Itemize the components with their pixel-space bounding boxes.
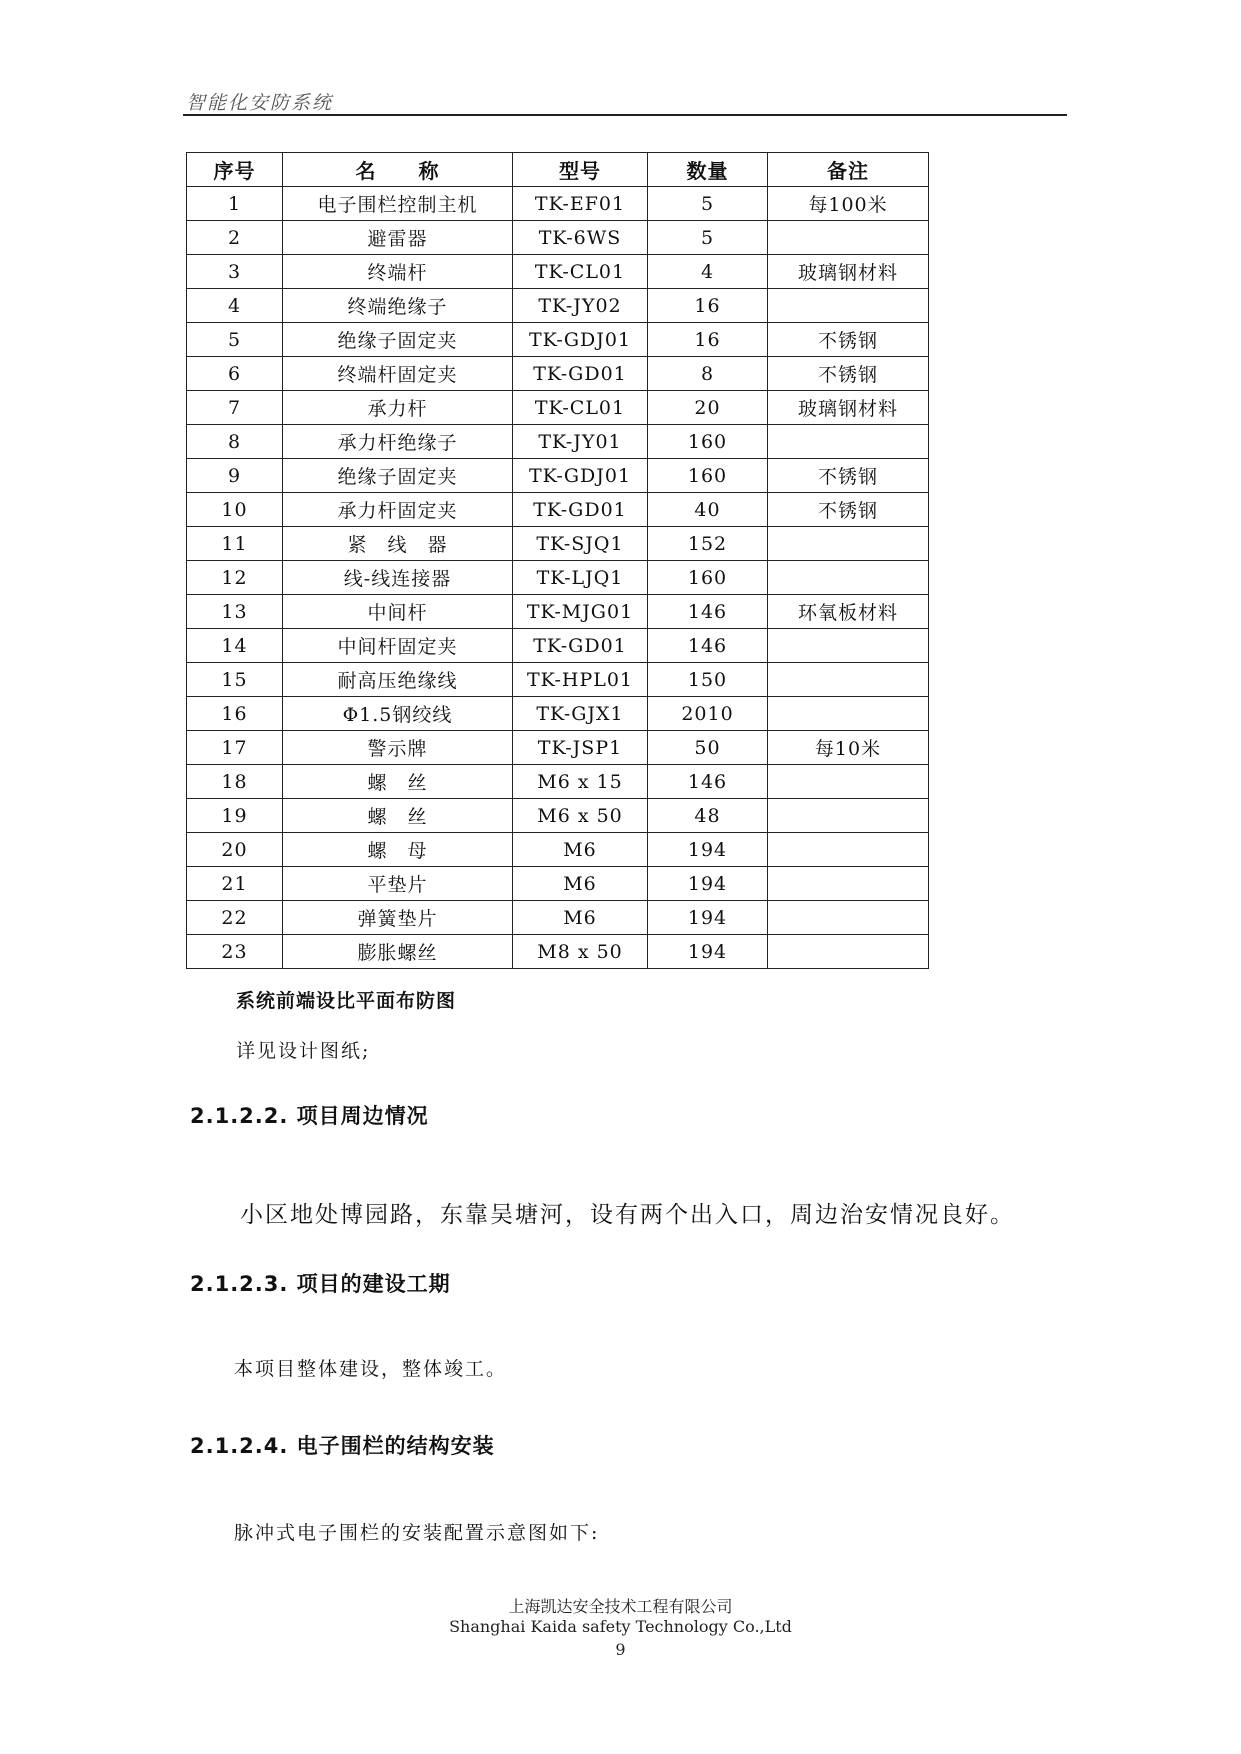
table-cell-index: 9 [187, 459, 283, 493]
table-cell-remark [768, 799, 929, 833]
table-cell-model: TK-GD01 [513, 629, 648, 663]
table-cell-quantity: 20 [648, 391, 768, 425]
table-cell-name: Φ1.5钢绞线 [283, 697, 513, 731]
table-cell-quantity: 5 [648, 187, 768, 221]
table-cell-remark [768, 765, 929, 799]
table-cell-index: 10 [187, 493, 283, 527]
table-cell-index: 21 [187, 867, 283, 901]
section-text-surroundings: 小区地处博园路，东靠吴塘河，设有两个出入口，周边治安情况良好。 [240, 1202, 1015, 1228]
table-cell-remark: 每10米 [768, 731, 929, 765]
table-cell-quantity: 194 [648, 935, 768, 969]
table-cell-quantity: 160 [648, 459, 768, 493]
table-cell-model: TK-HPL01 [513, 663, 648, 697]
table-row [187, 255, 929, 289]
table-cell-index: 12 [187, 561, 283, 595]
footer-company-en: Shanghai Kaida safety Technology Co.,Ltd [449, 1617, 792, 1636]
table-cell-remark: 环氧板材料 [768, 595, 929, 629]
table-cell-quantity: 48 [648, 799, 768, 833]
table-cell-remark [768, 527, 929, 561]
table-cell-quantity: 40 [648, 493, 768, 527]
table-cell-index: 22 [187, 901, 283, 935]
table-cell-index: 19 [187, 799, 283, 833]
table-cell-remark [768, 561, 929, 595]
table-cell-index: 11 [187, 527, 283, 561]
table-row [187, 187, 929, 221]
header-cell-name: 名 称 [283, 153, 513, 187]
header-cell-index: 序号 [187, 153, 283, 187]
header-rule [183, 114, 1067, 116]
table-cell-quantity: 2010 [648, 697, 768, 731]
table-cell-remark [768, 663, 929, 697]
table-cell-model: TK-GD01 [513, 357, 648, 391]
table-header-row [187, 153, 929, 187]
table-cell-model: TK-JY01 [513, 425, 648, 459]
table-cell-quantity: 146 [648, 765, 768, 799]
table-cell-model: TK-GDJ01 [513, 323, 648, 357]
table-cell-model: TK-CL01 [513, 391, 648, 425]
table-cell-name: 承力杆绝缘子 [283, 425, 513, 459]
table-row [187, 459, 929, 493]
table-cell-model: M6 x 15 [513, 765, 648, 799]
table-cell-index: 7 [187, 391, 283, 425]
table-cell-remark [768, 629, 929, 663]
table-cell-model: TK-GD01 [513, 493, 648, 527]
table-cell-remark: 不锈钢 [768, 357, 929, 391]
table-cell-name: 耐高压绝缘线 [283, 663, 513, 697]
section-heading-schedule: 2.1.2.3. 项目的建设工期 [190, 1272, 451, 1296]
table-row [187, 221, 929, 255]
table-row [187, 935, 929, 969]
table-row [187, 765, 929, 799]
table-row [187, 697, 929, 731]
table-row [187, 629, 929, 663]
table-row [187, 323, 929, 357]
table-cell-quantity: 5 [648, 221, 768, 255]
table-cell-name: 电子围栏控制主机 [283, 187, 513, 221]
table-row [187, 493, 929, 527]
table-cell-remark: 不锈钢 [768, 493, 929, 527]
header-cell-remark: 备注 [768, 153, 929, 187]
header-cell-model: 型号 [513, 153, 648, 187]
table-cell-name: 终端杆固定夹 [283, 357, 513, 391]
table-cell-quantity: 152 [648, 527, 768, 561]
table-cell-model: M6 x 50 [513, 799, 648, 833]
table-cell-remark [768, 935, 929, 969]
layout-drawing-note: 详见设计图纸; [236, 1040, 371, 1062]
table-cell-model: TK-CL01 [513, 255, 648, 289]
table-cell-index: 6 [187, 357, 283, 391]
table-cell-quantity: 8 [648, 357, 768, 391]
table-cell-model: TK-JSP1 [513, 731, 648, 765]
table-row [187, 833, 929, 867]
table-cell-model: TK-SJQ1 [513, 527, 648, 561]
table-cell-remark: 不锈钢 [768, 459, 929, 493]
table-cell-remark [768, 901, 929, 935]
table-cell-remark [768, 833, 929, 867]
table-cell-name: 线-线连接器 [283, 561, 513, 595]
table-cell-model: TK-6WS [513, 221, 648, 255]
table-cell-model: M6 [513, 867, 648, 901]
table-cell-index: 2 [187, 221, 283, 255]
table-cell-remark: 每100米 [768, 187, 929, 221]
table-cell-remark [768, 221, 929, 255]
table-cell-quantity: 150 [648, 663, 768, 697]
running-header: 智能化安防系统 [186, 92, 334, 114]
table-cell-name: 中间杆固定夹 [283, 629, 513, 663]
section-text-installation: 脉冲式电子围栏的安装配置示意图如下: [234, 1522, 600, 1544]
table-cell-name: 终端杆 [283, 255, 513, 289]
table-cell-index: 3 [187, 255, 283, 289]
table-cell-quantity: 16 [648, 323, 768, 357]
table-row [187, 289, 929, 323]
table-cell-name: 绝缘子固定夹 [283, 459, 513, 493]
table-cell-model: TK-GDJ01 [513, 459, 648, 493]
table-cell-index: 13 [187, 595, 283, 629]
table-cell-index: 18 [187, 765, 283, 799]
table-row [187, 799, 929, 833]
table-row [187, 561, 929, 595]
table-row [187, 663, 929, 697]
table-cell-name: 平垫片 [283, 867, 513, 901]
table-cell-index: 14 [187, 629, 283, 663]
page-number: 9 [615, 1640, 626, 1659]
table-cell-remark: 玻璃钢材料 [768, 255, 929, 289]
table-row [187, 425, 929, 459]
section-text-schedule: 本项目整体建设，整体竣工。 [234, 1358, 508, 1380]
table-cell-remark [768, 867, 929, 901]
table-row [187, 731, 929, 765]
table-cell-index: 8 [187, 425, 283, 459]
header-cell-quantity: 数量 [648, 153, 768, 187]
table-cell-quantity: 160 [648, 425, 768, 459]
table-cell-name: 绝缘子固定夹 [283, 323, 513, 357]
table-cell-model: TK-MJG01 [513, 595, 648, 629]
table-cell-name: 膨胀螺丝 [283, 935, 513, 969]
table-cell-name: 螺 母 [283, 833, 513, 867]
table-cell-name: 警示牌 [283, 731, 513, 765]
table-cell-index: 17 [187, 731, 283, 765]
table-cell-name: 中间杆 [283, 595, 513, 629]
table-cell-quantity: 50 [648, 731, 768, 765]
table-row [187, 357, 929, 391]
table-cell-name: 螺 丝 [283, 765, 513, 799]
table-cell-remark: 玻璃钢材料 [768, 391, 929, 425]
table-row [187, 527, 929, 561]
section-heading-installation: 2.1.2.4. 电子围栏的结构安装 [190, 1434, 495, 1458]
table-cell-quantity: 160 [648, 561, 768, 595]
table-cell-remark [768, 289, 929, 323]
table-cell-name: 承力杆 [283, 391, 513, 425]
table-cell-index: 20 [187, 833, 283, 867]
layout-drawing-caption: 系统前端设比平面布防图 [236, 990, 457, 1012]
footer-company-cn: 上海凯达安全技术工程有限公司 [508, 1597, 733, 1616]
table-cell-name: 螺 丝 [283, 799, 513, 833]
table-cell-remark [768, 425, 929, 459]
table-cell-quantity: 4 [648, 255, 768, 289]
table-cell-quantity: 146 [648, 595, 768, 629]
table-cell-model: TK-JY02 [513, 289, 648, 323]
table-cell-index: 15 [187, 663, 283, 697]
table-cell-quantity: 16 [648, 289, 768, 323]
table-cell-quantity: 194 [648, 901, 768, 935]
table-cell-remark [768, 697, 929, 731]
table-cell-index: 1 [187, 187, 283, 221]
table-row [187, 901, 929, 935]
table-cell-quantity: 194 [648, 833, 768, 867]
table-cell-index: 4 [187, 289, 283, 323]
table-row [187, 391, 929, 425]
table-cell-name: 紧 线 器 [283, 527, 513, 561]
table-cell-name: 终端绝缘子 [283, 289, 513, 323]
table-row [187, 867, 929, 901]
section-heading-surroundings: 2.1.2.2. 项目周边情况 [190, 1104, 429, 1128]
table-cell-model: TK-LJQ1 [513, 561, 648, 595]
table-cell-name: 弹簧垫片 [283, 901, 513, 935]
table-cell-model: TK-EF01 [513, 187, 648, 221]
table-cell-index: 16 [187, 697, 283, 731]
table-cell-model: M6 [513, 833, 648, 867]
table-cell-remark: 不锈钢 [768, 323, 929, 357]
table-cell-model: M8 x 50 [513, 935, 648, 969]
table-cell-name: 承力杆固定夹 [283, 493, 513, 527]
table-cell-model: TK-GJX1 [513, 697, 648, 731]
table-cell-name: 避雷器 [283, 221, 513, 255]
table-cell-quantity: 146 [648, 629, 768, 663]
table-cell-model: M6 [513, 901, 648, 935]
table-cell-quantity: 194 [648, 867, 768, 901]
equipment-table [186, 152, 929, 969]
table-row [187, 595, 929, 629]
table-cell-index: 5 [187, 323, 283, 357]
table-cell-index: 23 [187, 935, 283, 969]
